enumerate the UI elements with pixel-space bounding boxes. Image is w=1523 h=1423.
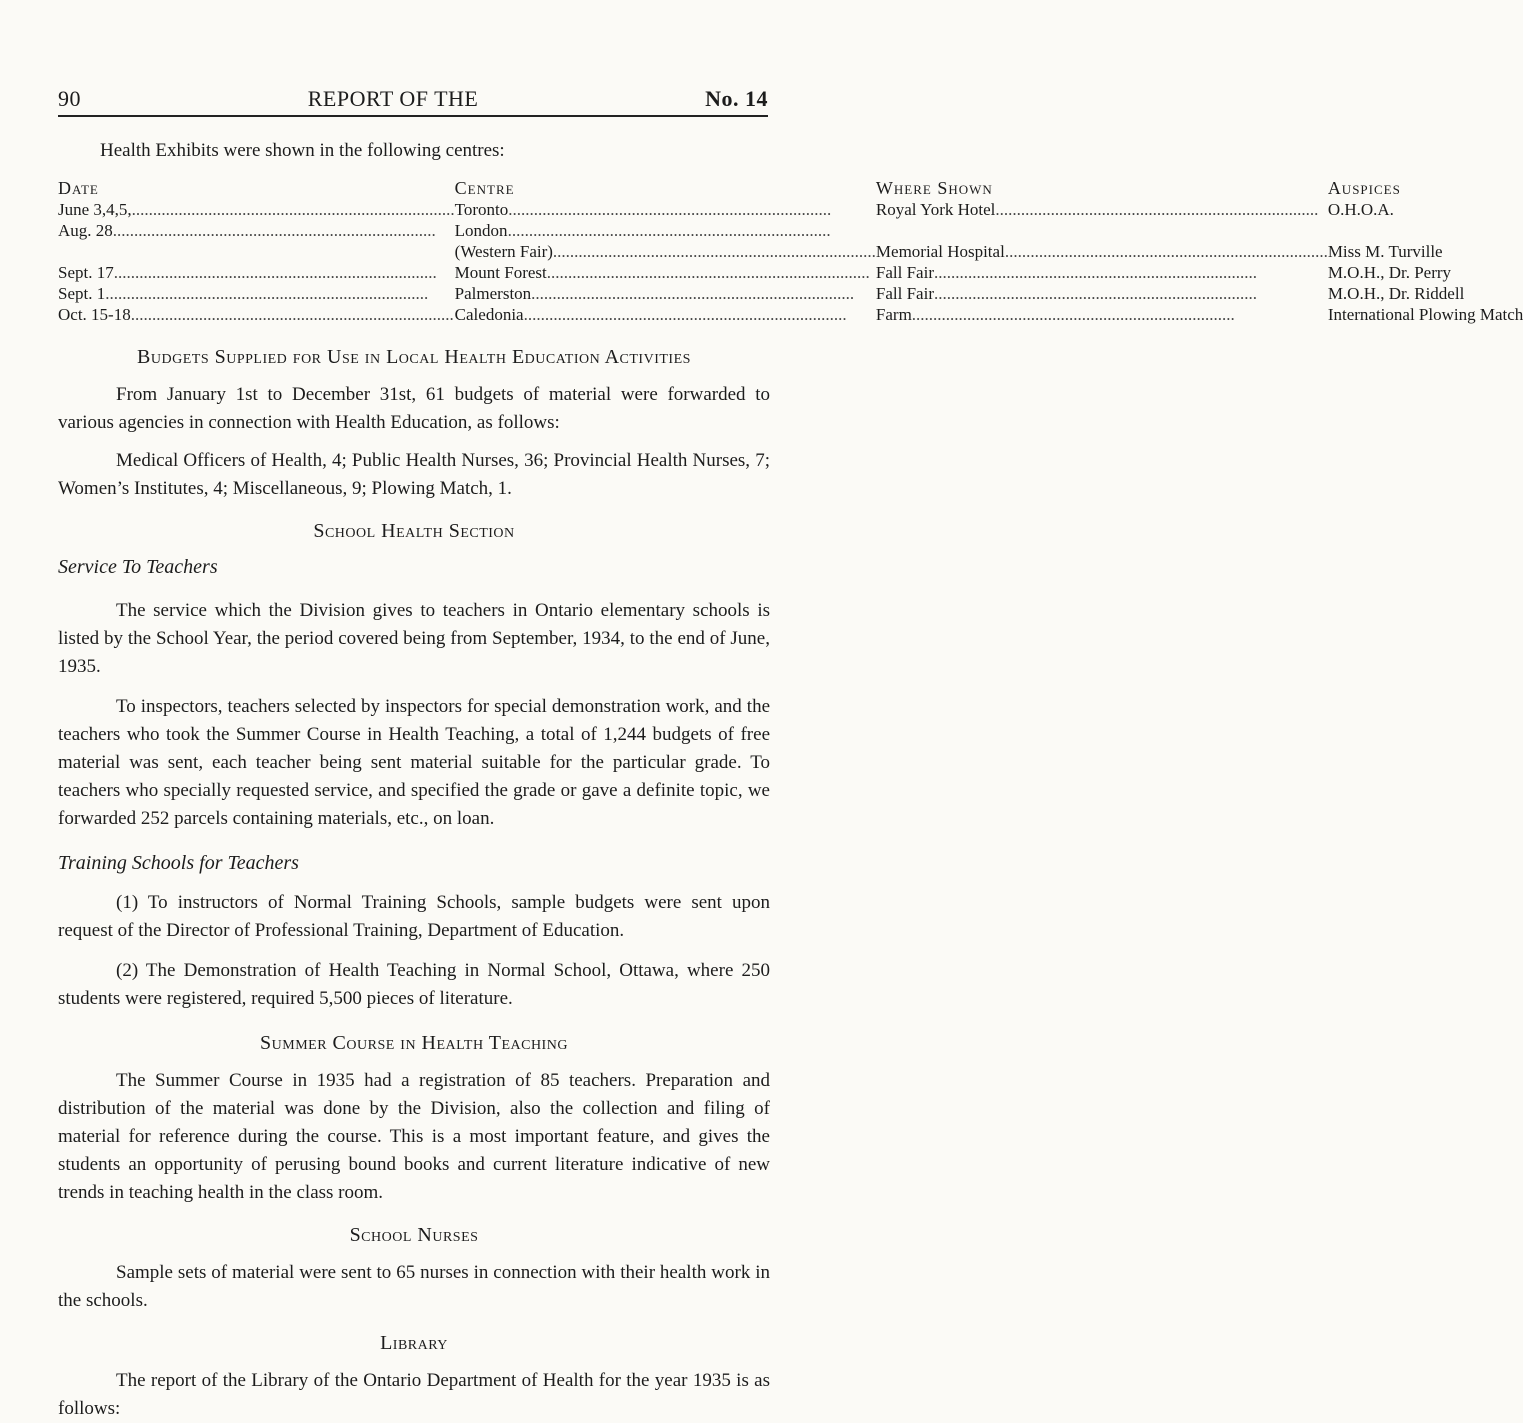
- budgets-para-1: From January 1st to December 31st, 61 budgets of material were forwarded to various agencies in connection with Health Education, as follows:: [58, 384, 770, 433]
- training-para-1: (1) To instructors of Normal Training Schools, sample budgets were sent upon request of the Director of Professional Training, Department of Education.: [58, 892, 770, 941]
- exhibit-date-text: Oct. 15-18: [58, 305, 131, 324]
- dot-leader: [508, 220, 876, 241]
- exhibit-centre-text: London: [454, 221, 508, 240]
- exhibit-cell-date: [58, 220, 455, 241]
- dot-leader: [934, 283, 1328, 304]
- exhibit-cell-where: [876, 283, 1328, 304]
- exhibits-table: [58, 177, 1523, 325]
- exhibit-cell-auspices: [1328, 262, 1523, 283]
- exhibit-row: [58, 220, 1523, 241]
- library-para: The report of the Library of the Ontario Department of Health for the year 1935 is as follows:: [58, 1370, 770, 1419]
- dot-leader: [547, 262, 876, 283]
- budgets-para-2: Medical Officers of Health, 4; Public Health Nurses, 36; Provincial Health Nurses, 7; Women’s Institutes, 4; Miscellaneous, 9; Plowing Match, 1.: [58, 450, 770, 499]
- exhibit-auspices-text: Miss M. Turville: [1327, 242, 1443, 261]
- exhibit-cell-auspices: [1328, 283, 1523, 304]
- exhibit-cell-centre: [455, 199, 876, 220]
- service-to-teachers-heading: Service To Teachers: [58, 556, 218, 578]
- report-title: REPORT OF THE: [307, 86, 479, 111]
- exhibit-cell-date: [58, 199, 455, 220]
- page-content: [58, 137, 1523, 1423]
- exhibit-auspices-text: M.O.H., Dr. Perry: [1327, 263, 1452, 282]
- school-health-heading: School Health Section: [313, 520, 515, 542]
- exhibit-cell-centre: [455, 241, 876, 262]
- exhibit-auspices-text: O.H.O.A.: [1327, 200, 1394, 219]
- library-heading: Library: [380, 1332, 448, 1354]
- budgets-heading: Budgets Supplied for Use in Local Health Education Activities: [137, 346, 691, 368]
- exhibit-cell-date: [58, 283, 455, 304]
- exhibit-row: [58, 199, 1523, 220]
- report-number: No. 14: [705, 86, 768, 111]
- service-para-1: The service which the Division gives to teachers in Ontario elementary schools is listed by the School Year, the period covered being from September, 1934, to the end of June, 1935.: [58, 600, 770, 677]
- summer-course-heading: Summer Course in Health Teaching: [260, 1032, 568, 1054]
- dot-leader: [1005, 241, 1328, 262]
- dot-leader: [934, 262, 1328, 283]
- exhibit-cell-where: [876, 262, 1328, 283]
- exhibit-where-text: Fall Fair: [875, 263, 934, 282]
- exhibit-cell-where: [876, 241, 1328, 262]
- exhibit-where-text: Memorial Hospital: [875, 242, 1005, 261]
- exhibit-cell-date: [58, 241, 455, 262]
- exhibit-cell-centre: [455, 262, 876, 283]
- exhibit-cell-centre: [455, 304, 876, 325]
- school-nurses-para: Sample sets of material were sent to 65 nurses in connection with their health work in the schools.: [58, 1262, 770, 1311]
- dot-leader: [131, 304, 455, 325]
- exhibit-row: [58, 304, 1523, 325]
- school-nurses-heading: School Nurses: [349, 1224, 479, 1246]
- exhibits-intro: Health Exhibits were shown in the following centres:: [100, 140, 505, 161]
- col-date: Date: [58, 178, 99, 198]
- exhibit-centre-text: Toronto: [454, 200, 509, 219]
- page-number: 90: [58, 86, 81, 111]
- exhibit-cell-auspices: [1328, 220, 1523, 241]
- summer-course-para: The Summer Course in 1935 had a registration of 85 teachers. Preparation and distribution of the material was done by the Division, also the collection and filing of material for reference during the course. This is a most important feature, and gives the students an opportunity of perusing bound books and current literature indicative of new trends in teaching health in the class room.: [58, 1070, 770, 1203]
- dot-leader: [995, 199, 1327, 220]
- exhibit-cell-where: [876, 199, 1328, 220]
- exhibit-centre-text: (Western Fair): [454, 242, 553, 261]
- exhibit-where-text: Farm: [875, 305, 912, 324]
- exhibit-date-text: Sept. 1: [58, 284, 106, 303]
- page-header: [58, 86, 768, 117]
- dot-leader: [508, 199, 876, 220]
- exhibit-date-text: Aug. 28: [58, 221, 113, 240]
- exhibit-cell-date: [58, 262, 455, 283]
- dot-leader: [912, 304, 1328, 325]
- exhibit-date-text: June 3,4,5,: [58, 200, 132, 219]
- training-schools-heading: Training Schools for Teachers: [58, 852, 299, 874]
- dot-leader: [105, 283, 454, 304]
- exhibit-centre-text: Palmerston: [454, 284, 532, 303]
- exhibit-cell-centre: [455, 283, 876, 304]
- exhibit-row: [58, 283, 1523, 304]
- dot-leader: [553, 241, 876, 262]
- exhibit-row: [58, 262, 1523, 283]
- col-where-shown: Where Shown: [875, 178, 993, 198]
- dot-leader: [524, 304, 876, 325]
- training-para-2: (2) The Demonstration of Health Teaching in Normal School, Ottawa, where 250 students were registered, required 5,500 pieces of literature.: [58, 960, 770, 1009]
- exhibit-where-text: Fall Fair: [875, 284, 934, 303]
- exhibit-where-text: Royal York Hotel: [875, 200, 996, 219]
- exhibit-auspices-text: International Plowing Match: [1327, 305, 1523, 324]
- exhibit-cell-date: [58, 304, 455, 325]
- exhibit-cell-auspices: [1328, 304, 1523, 325]
- dot-leader: [114, 262, 455, 283]
- exhibit-cell-where: [876, 220, 1328, 241]
- exhibits-header-row: [58, 177, 1523, 199]
- dot-leader: [132, 199, 455, 220]
- dot-leader: [113, 220, 455, 241]
- col-centre: Centre: [454, 178, 515, 198]
- dot-leader: [531, 283, 876, 304]
- exhibit-cell-auspices: [1328, 199, 1523, 220]
- exhibit-cell-where: [876, 304, 1328, 325]
- exhibit-row: [58, 241, 1523, 262]
- exhibit-cell-centre: [455, 220, 876, 241]
- col-auspices: Auspices: [1327, 178, 1401, 198]
- exhibit-cell-auspices: [1328, 241, 1523, 262]
- exhibit-centre-text: Mount Forest: [454, 263, 547, 282]
- service-para-2: To inspectors, teachers selected by inspectors for special demonstration work, and the teachers who took the Summer Course in Health Teaching, a total of 1,244 budgets of free material was sent, each teacher being sent material suitable for the particular grade. To teachers who specially requested service, and specified the grade or gave a definite topic, we forwarded 252 parcels containing materials, etc., on loan.: [58, 696, 770, 829]
- exhibit-centre-text: Caledonia: [454, 305, 524, 324]
- exhibit-date-text: Sept. 17: [58, 263, 114, 282]
- exhibit-auspices-text: M.O.H., Dr. Riddell: [1327, 284, 1465, 303]
